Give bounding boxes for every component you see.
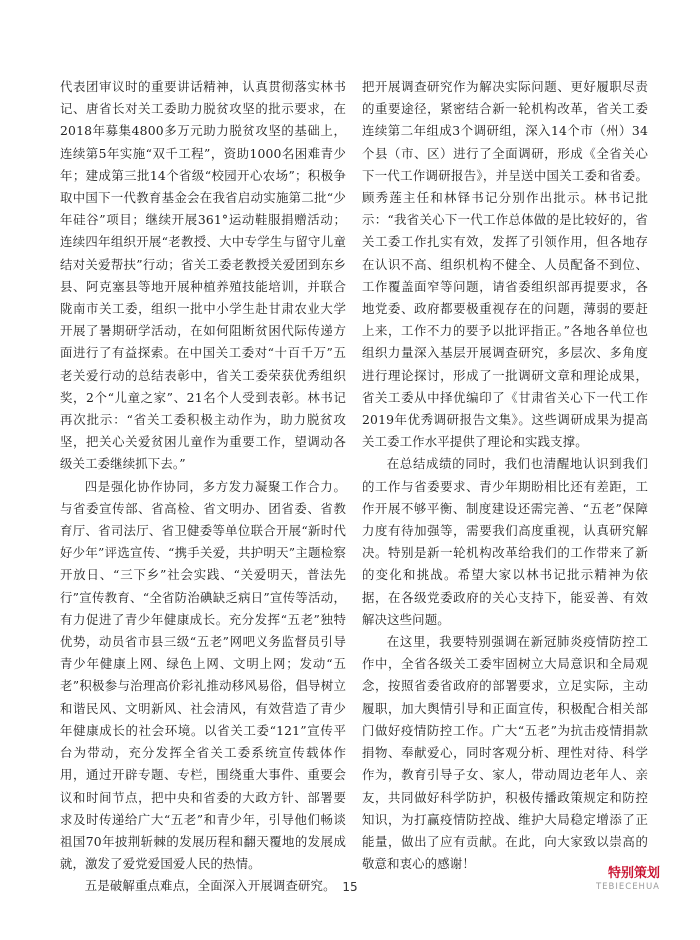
body-paragraph: 五是破解重点难点，全面深入开展调查研究。	[84, 878, 336, 894]
left-text-column	[60, 76, 346, 898]
body-paragraph: 在总结成绩的同时，我们也清醒地认识到我们的工作与省委要求、青少年期盼相比还有差距，工作开展不够平衡、制度建设还需完善、“五老”保障力度有待加强等，需要我们高度重视，认真研究解决。特别是新一轮机构改革给我们的工作带来了新的变化和挑战。希望大家以林书记批示精神为依据，在各级党委政府的关心支持下，能妥善、有效解决这些问题。	[362, 456, 648, 627]
body-paragraph: 代表团审议时的重要讲话精神，认真贯彻落实林书记、唐省长对关工委助力脱贫攻坚的批示要求，在2018年募集4800多万元助力脱贫攻坚的基础上，连续第5年实施“双千工程”，资助1000名困难青少年；建成第三批14个省级“校园开心农场”；积极争取中国下一代教育基金会在我省启动实施第二批“少年硅谷”项目；继续开展361°运动鞋服捐赠活动；连续四年组织开展“老教授、大中专学生与留守儿童结对关爱帮扶”行动；省关工委老教授关爱团到东乡县、阿克塞县等地开展种植养殖技能培训，并联合陇南市关工委，组织一批中小学生赴甘肃农业大学开展了暑期研学活动，在如何阻断贫困代际传递方面进行了有益探索。在中国关工委对“十百千万”五老关爱行动的总结表彰中，省关工委荣获优秀组织奖，2个“儿童之家”、21名个人受到表彰。林书记再次批示：“省关工委积极主动作为，助力脱贫攻坚，把关心关爱贫困儿童作为重要工作，望调动各级关工委继续抓下去。”	[60, 79, 346, 472]
right-text-column	[362, 76, 648, 875]
section-brand	[596, 862, 660, 892]
body-paragraph: 四是强化协作协同，多方发力凝聚工作合力。与省委宣传部、省高检、省文明办、团省委、省教育厅、省司法厅、省卫健委等单位联合开展“新时代好少年”评选宣传、“携手关爱，共护明天”主题检察开放日、“三下乡”社会实践、“关爱明天，普法先行”宣传教育、“全省防治碘缺乏病日”宣传等活动，有力促进了青少年健康成长。充分发挥“五老”独特优势，动员省市县三级“五老”网吧义务监督员引导青少年健康上网、绿色上网、文明上网；发动“五老”积极参与治理高价彩礼推动移风易俗，倡导树立和谐民风、文明新风、社会清风，有效营造了青少年健康成长的社会环境。以省关工委“121”宣传平台为带动，充分发挥全省关工委系统宣传载体作用，通过开辟专题、专栏，围绕重大事件、重要会议和时间节点，把中央和省委的大政方针、部署要求及时传递给广大“五老”和青少年，引导他们畅谈祖国70年披荆斩棘的发展历程和翻天覆地的发展成就，激发了爱党爱国爱人民的热情。	[60, 478, 346, 872]
body-paragraph: 把开展调查研究作为解决实际问题、更好履职尽责的重要途径，紧密结合新一轮机构改革，省关工委连续第二年组成3个调研组，深入14个市（州）34个县（市、区）进行了全面调研，形成《全省关心下一代工作调研报告》，并呈送中国关工委和省委。顾秀莲主任和林铎书记分别作出批示。林书记批示：“我省关心下一代工作总体做的是比较好的，省关工委工作扎实有效，发挥了引领作用，但各地存在认识不高、组织机构不健全、人员配备不到位、工作覆盖面窄等问题，请省委组织部再提要求，各地党委、政府都要极重视存在的问题，薄弱的要赶上来，工作不力的要予以批评指正。”各地各单位也组织力量深入基层开展调查研究，多层次、多角度进行理论探讨，形成了一批调研文章和理论成果，省关工委从中择优编印了《甘肃省关心下一代工作2019年优秀调研报告文集》。这些调研成果为提高关工委工作水平提供了理论和实践支撑。	[362, 79, 648, 450]
page-number: 15	[342, 880, 358, 894]
section-title-cn: 特别策划	[607, 866, 660, 881]
body-paragraph: 在这里，我要特别强调在新冠肺炎疫情防控工作中，全省各级关工委牢固树立大局意识和全局观念，按照省委省政府的部署要求，立足实际，主动履职，加大舆情引导和正面宣传，积极配合相关部门做好疫情防控工作。广大“五老”为抗击疫情捐款捐物、奉献爱心，同时客观分析、理性对待、科学作为，教育引导子女、家人，带动周边老年人、亲友，共同做好科学防护，积极传播政策规定和防控知识，为打赢疫情防控战、维护大局稳定增添了正能量，做出了应有贡献。在此，向大家致以崇高的敬意和衷心的感谢！	[362, 634, 648, 872]
section-title-en: TEBIECEHUA	[595, 882, 660, 892]
